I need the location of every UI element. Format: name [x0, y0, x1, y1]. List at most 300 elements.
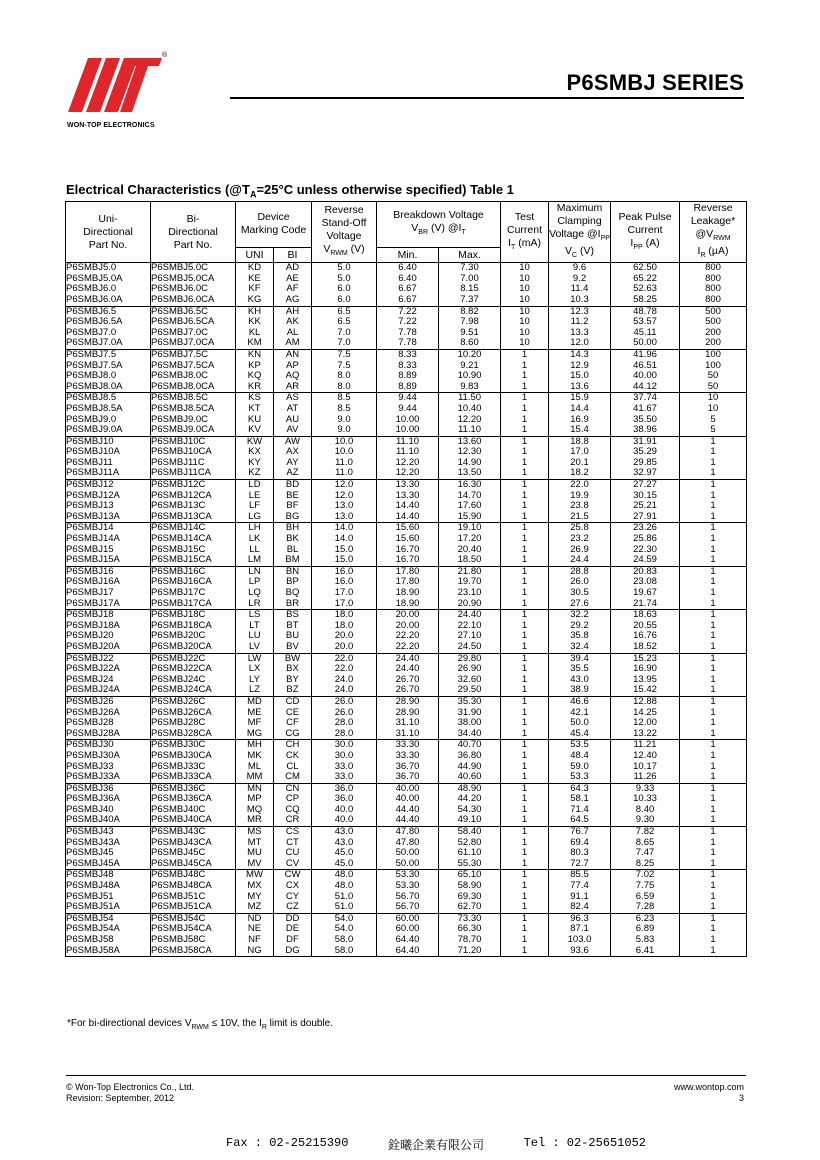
leakage-value: 1	[710, 489, 716, 501]
uni-part-value: P6SMBJ9.0	[66, 413, 117, 425]
mark-uni-value: KW	[246, 435, 263, 447]
uni-part-value: P6SMBJ5.0A	[66, 272, 123, 284]
clamp-voltage-value: 13.3	[570, 326, 589, 338]
vrwm-value: 13.0	[334, 500, 354, 512]
mark-uni-value: MM	[246, 771, 263, 783]
test-current-value: 1	[521, 826, 528, 838]
mark-bi-value: CG	[285, 727, 300, 739]
table-row-group	[66, 480, 747, 523]
vbr-min-value: 24.40	[395, 663, 420, 675]
uni-part-value: P6SMBJ30A	[66, 749, 120, 761]
vrwm-value: 20.0	[334, 630, 354, 642]
vrwm-value: 7.0	[337, 337, 351, 349]
vbr-max-cell	[439, 870, 501, 913]
header-min: Min.	[377, 247, 439, 262]
vbr-min-value: 64.40	[395, 944, 420, 956]
peak-pulse-value: 44.12	[633, 380, 657, 392]
clamp-voltage-cell	[549, 566, 611, 609]
mark-uni-cell	[236, 696, 274, 739]
peak-pulse-value: 38.96	[633, 424, 657, 436]
peak-pulse-value: 21.74	[633, 597, 657, 609]
mark-uni-value: KK	[248, 316, 261, 328]
test-current-cell	[501, 393, 549, 436]
clamp-voltage-value: 14.4	[570, 402, 589, 414]
peak-pulse-value: 45.11	[633, 326, 657, 338]
vrwm-cell	[312, 870, 377, 913]
peak-pulse-value: 9.30	[635, 814, 655, 826]
clamp-voltage-value: 16.9	[570, 413, 589, 425]
mark-uni-cell	[236, 393, 274, 436]
test-current-value: 1	[521, 814, 528, 826]
bi-part-value: P6SMBJ7.0CA	[151, 337, 215, 349]
uni-part-cell	[66, 436, 151, 479]
bi-part-cell	[151, 263, 236, 306]
page-number: 3	[738, 1093, 744, 1103]
mark-uni-value: MX	[247, 880, 262, 892]
bi-part-value: P6SMBJ26CA	[151, 706, 212, 718]
vrwm-value: 9.0	[337, 424, 351, 436]
mark-uni-value: KZ	[248, 467, 261, 479]
mark-uni-value: MY	[247, 890, 262, 902]
clamp-voltage-cell	[549, 393, 611, 436]
leakage-cell	[680, 436, 747, 479]
peak-pulse-cell	[611, 349, 680, 392]
leakage-cell	[680, 870, 747, 913]
leakage-value: 50	[707, 380, 719, 392]
clamp-voltage-value: 80.3	[570, 847, 589, 859]
mark-uni-value: KY	[248, 456, 261, 468]
leakage-value: 1	[710, 803, 716, 815]
vbr-min-value: 10.00	[395, 413, 420, 425]
vbr-min-value: 9.44	[398, 392, 417, 404]
uni-part-value: P6SMBJ36A	[66, 793, 120, 805]
vbr-max-value: 23.10	[457, 587, 482, 598]
vbr-max-value: 29.80	[457, 652, 482, 664]
clamp-voltage-value: 69.4	[570, 836, 589, 848]
mark-uni-cell	[236, 783, 274, 826]
vbr-max-cell	[439, 610, 501, 653]
mark-uni-value: MQ	[246, 803, 263, 815]
vbr-max-cell	[439, 306, 501, 349]
bi-part-value: P6SMBJ7.0C	[151, 326, 209, 338]
mark-bi-value: CU	[285, 847, 300, 859]
uni-part-value: P6SMBJ15	[66, 543, 114, 555]
test-current-value: 1	[521, 912, 528, 924]
peak-pulse-value: 7.47	[635, 847, 655, 859]
peak-pulse-value: 15.42	[633, 684, 657, 696]
vbr-max-value: 20.40	[457, 543, 482, 555]
test-current-value: 1	[521, 727, 528, 739]
mark-bi-value: BG	[285, 510, 300, 522]
vrwm-value: 16.0	[334, 565, 354, 577]
mark-uni-cell	[236, 436, 274, 479]
test-current-value: 1	[521, 771, 528, 783]
leakage-value: 1	[710, 587, 716, 598]
mark-uni-value: KL	[248, 326, 261, 338]
leakage-value: 1	[710, 467, 716, 479]
vbr-min-value: 12.20	[395, 456, 420, 468]
uni-part-value: P6SMBJ36	[66, 782, 114, 794]
bi-part-value: P6SMBJ6.0CA	[151, 293, 215, 305]
bi-part-value: P6SMBJ54CA	[151, 923, 212, 935]
leakage-value: 1	[710, 684, 716, 696]
mark-bi-value: AH	[285, 305, 300, 317]
mark-bi-cell	[274, 306, 312, 349]
leakage-value: 1	[710, 706, 716, 718]
peak-pulse-cell	[611, 653, 680, 696]
mark-bi-value: CY	[285, 890, 300, 902]
leakage-value: 10	[707, 402, 719, 414]
vbr-max-value: 7.37	[460, 293, 479, 305]
clamp-voltage-value: 17.0	[570, 446, 589, 458]
header-test-current: Test Current $I_T$ (mA)	[501, 202, 549, 263]
mark-bi-value: CX	[285, 880, 300, 892]
peak-pulse-value: 12.00	[633, 717, 657, 729]
leakage-value: 1	[710, 847, 716, 859]
leakage-cell	[680, 349, 747, 392]
peak-pulse-value: 41.67	[633, 402, 657, 414]
vbr-max-value: 8.82	[460, 305, 479, 317]
vbr-min-value: 36.70	[395, 771, 420, 783]
test-current-value: 10	[519, 293, 530, 305]
leakage-value: 1	[710, 663, 716, 675]
peak-pulse-cell	[611, 263, 680, 306]
uni-part-value: P6SMBJ16	[66, 565, 114, 577]
vbr-min-cell	[377, 913, 439, 956]
vbr-max-value: 24.50	[457, 640, 482, 652]
vbr-max-value: 69.30	[457, 890, 482, 902]
clamp-voltage-value: 21.5	[570, 510, 589, 522]
uni-part-cell	[66, 610, 151, 653]
peak-pulse-value: 7.82	[635, 826, 655, 838]
bi-part-value: P6SMBJ11C	[151, 456, 205, 468]
clamp-voltage-value: 24.4	[570, 554, 589, 566]
uni-part-value: P6SMBJ43A	[66, 836, 120, 848]
company-logo	[66, 50, 166, 130]
peak-pulse-value: 12.40	[633, 749, 657, 761]
peak-pulse-cell	[611, 913, 680, 956]
mark-bi-value: BN	[285, 565, 300, 577]
vrwm-value: 22.0	[334, 652, 354, 664]
mark-uni-value: MZ	[247, 901, 262, 913]
vbr-min-value: 16.70	[395, 554, 420, 566]
vrwm-value: 6.5	[337, 316, 351, 328]
bi-part-value: P6SMBJ48CA	[151, 880, 212, 892]
test-current-value: 1	[521, 684, 528, 696]
peak-pulse-value: 5.83	[635, 934, 655, 945]
bi-part-value: P6SMBJ43C	[151, 826, 206, 838]
mark-uni-value: NE	[247, 923, 262, 935]
clamp-voltage-value: 59.0	[570, 760, 589, 772]
vbr-min-value: 33.30	[395, 749, 420, 761]
mark-bi-cell	[274, 653, 312, 696]
mark-bi-value: AZ	[286, 467, 299, 479]
vrwm-value: 40.0	[334, 803, 354, 815]
leakage-cell	[680, 740, 747, 783]
uni-part-value: P6SMBJ24	[66, 673, 114, 685]
peak-pulse-cell	[611, 566, 680, 609]
revision-text: Revision: September, 2012	[66, 1093, 175, 1103]
bi-part-value: P6SMBJ14C	[151, 522, 206, 534]
uni-part-value: P6SMBJ8.5A	[66, 402, 123, 414]
clamp-voltage-value: 32.4	[570, 640, 589, 652]
vbr-max-value: 26.90	[457, 663, 482, 675]
bi-part-value: P6SMBJ5.0CA	[151, 272, 215, 284]
leakage-value: 1	[710, 533, 716, 545]
leakage-value: 1	[710, 576, 716, 588]
mark-uni-value: KD	[247, 262, 262, 274]
test-current-value: 1	[521, 901, 528, 913]
clamp-voltage-value: 58.1	[570, 793, 589, 805]
leakage-value: 200	[705, 337, 721, 349]
vbr-min-value: 6.40	[398, 272, 417, 284]
vbr-max-cell	[439, 827, 501, 870]
test-current-value: 1	[521, 749, 528, 761]
test-current-value: 1	[521, 576, 528, 588]
uni-part-value: P6SMBJ10	[66, 435, 114, 447]
vrwm-value: 24.0	[334, 673, 354, 685]
peak-pulse-cell	[611, 306, 680, 349]
mark-bi-value: BY	[286, 673, 299, 685]
bi-part-value: P6SMBJ8.0CA	[151, 380, 215, 392]
peak-pulse-cell	[611, 480, 680, 523]
vrwm-value: 58.0	[334, 944, 354, 956]
leakage-value: 1	[710, 597, 716, 609]
clamp-voltage-value: 91.1	[570, 890, 589, 902]
vbr-max-cell	[439, 913, 501, 956]
vbr-min-value: 18.90	[395, 587, 420, 598]
vbr-min-value: 16.70	[395, 543, 420, 555]
clamp-voltage-value: 46.6	[570, 695, 589, 707]
leakage-value: 800	[705, 293, 721, 305]
uni-part-value: P6SMBJ13A	[66, 510, 120, 522]
test-current-value: 1	[521, 413, 528, 425]
mark-bi-value: BD	[285, 479, 300, 491]
clamp-voltage-cell	[549, 913, 611, 956]
bi-part-cell	[151, 783, 236, 826]
vbr-max-value: 9.83	[460, 380, 479, 392]
mark-bi-value: AU	[285, 413, 300, 425]
leakage-value: 1	[710, 652, 716, 664]
test-current-cell	[501, 306, 549, 349]
clamp-voltage-value: 93.6	[570, 944, 589, 956]
vbr-max-value: 31.90	[457, 706, 482, 718]
mark-bi-cell	[274, 566, 312, 609]
vbr-min-value: 36.70	[395, 760, 420, 772]
bi-part-value: P6SMBJ16C	[151, 565, 206, 577]
bi-part-value: P6SMBJ22CA	[151, 663, 212, 675]
peak-pulse-value: 7.02	[635, 869, 655, 881]
uni-part-cell	[66, 306, 151, 349]
bi-part-cell	[151, 653, 236, 696]
leakage-value: 1	[710, 890, 716, 902]
mark-bi-value: AG	[285, 293, 300, 305]
vbr-min-value: 26.70	[395, 684, 420, 696]
clamp-voltage-value: 50.0	[570, 717, 589, 729]
peak-pulse-value: 27.91	[633, 510, 657, 522]
vbr-min-value: 33.30	[395, 739, 420, 751]
vbr-min-value: 7.78	[398, 326, 417, 338]
bi-part-cell	[151, 436, 236, 479]
test-current-value: 1	[521, 609, 528, 621]
mark-uni-value: KX	[248, 446, 261, 458]
peak-pulse-value: 16.76	[633, 630, 657, 642]
vbr-min-value: 40.00	[395, 782, 420, 794]
bi-part-cell	[151, 696, 236, 739]
peak-pulse-cell	[611, 740, 680, 783]
mark-bi-value: AL	[286, 326, 299, 338]
vbr-min-value: 47.80	[395, 836, 420, 848]
clamp-voltage-value: 11.4	[570, 283, 589, 295]
bi-part-value: P6SMBJ13C	[151, 500, 206, 512]
test-current-cell	[501, 740, 549, 783]
vbr-min-value: 13.30	[395, 489, 420, 501]
mark-uni-cell	[236, 913, 274, 956]
clamp-voltage-value: 26.9	[570, 543, 589, 555]
mark-bi-value: CZ	[286, 901, 299, 913]
uni-part-value: P6SMBJ54A	[66, 923, 120, 935]
fax-number: Fax : 02-25215390	[226, 1136, 349, 1150]
website-link[interactable]: www.wontop.com	[673, 1082, 744, 1092]
mark-uni-value: LX	[248, 663, 261, 675]
vbr-max-cell	[439, 349, 501, 392]
uni-part-value: P6SMBJ9.0A	[66, 424, 123, 436]
uni-part-value: P6SMBJ13	[66, 500, 114, 512]
footer-right	[674, 1082, 744, 1104]
mark-uni-cell	[236, 523, 274, 566]
vbr-min-value: 8.89	[398, 380, 417, 392]
leakage-value: 1	[710, 782, 716, 794]
vrwm-value: 58.0	[334, 934, 354, 945]
uni-part-value: P6SMBJ28	[66, 717, 114, 729]
uni-part-value: P6SMBJ7.0	[66, 326, 117, 338]
vbr-min-value: 7.22	[398, 316, 417, 328]
vbr-max-value: 40.70	[457, 739, 482, 751]
vrwm-value: 5.0	[337, 272, 351, 284]
vrwm-value: 26.0	[334, 706, 354, 718]
test-current-value: 1	[521, 630, 528, 642]
mark-uni-value: MG	[246, 727, 263, 739]
vbr-min-value: 22.20	[395, 630, 420, 642]
peak-pulse-value: 31.91	[633, 435, 657, 447]
bi-part-cell	[151, 740, 236, 783]
vbr-max-value: 14.90	[457, 456, 482, 468]
header-reverse-leakage: Reverse Leakage* $@V_{RWM}$ $I_R$ (μA)	[680, 202, 747, 263]
mark-bi-value: AP	[286, 359, 299, 371]
table-row-group	[66, 393, 747, 436]
mark-uni-value: NF	[248, 934, 261, 945]
clamp-voltage-cell	[549, 653, 611, 696]
uni-part-value: P6SMBJ8.0A	[66, 380, 123, 392]
test-current-value: 1	[521, 446, 528, 458]
mark-uni-value: LD	[248, 479, 261, 491]
vbr-max-value: 62.70	[457, 901, 482, 913]
vbr-min-value: 60.00	[395, 912, 420, 924]
bi-part-value: P6SMBJ36C	[151, 782, 206, 794]
test-current-value: 1	[521, 782, 528, 794]
table-row-group	[66, 696, 747, 739]
vrwm-value: 54.0	[334, 923, 354, 935]
leakage-value: 1	[710, 673, 716, 685]
bi-part-cell	[151, 610, 236, 653]
clamp-voltage-value: 12.0	[570, 337, 589, 349]
mark-bi-value: BK	[286, 533, 299, 545]
bi-part-cell	[151, 870, 236, 913]
vrwm-cell	[312, 610, 377, 653]
test-current-value: 1	[521, 739, 528, 751]
leakage-value: 1	[710, 901, 716, 913]
mark-uni-value: LS	[248, 609, 261, 621]
leakage-value: 1	[710, 717, 716, 729]
peak-pulse-value: 7.28	[635, 901, 655, 913]
vbr-max-cell	[439, 393, 501, 436]
uni-part-cell	[66, 480, 151, 523]
vbr-max-value: 40.60	[457, 771, 482, 783]
uni-part-value: P6SMBJ45A	[66, 857, 120, 869]
uni-part-value: P6SMBJ43	[66, 826, 114, 838]
vrwm-value: 51.0	[334, 890, 354, 902]
vbr-min-cell	[377, 263, 439, 306]
table-row-group	[66, 783, 747, 826]
peak-pulse-value: 8.65	[635, 836, 655, 848]
mark-bi-value: CQ	[285, 803, 300, 815]
mark-uni-cell	[236, 306, 274, 349]
vrwm-cell	[312, 696, 377, 739]
mark-uni-value: KQ	[247, 370, 262, 382]
footnote: *For bi-directional devices $V_{RWM} \le 10V$, the $I_R$ limit is double.	[67, 1018, 334, 1031]
test-current-value: 1	[521, 847, 528, 859]
bi-part-value: P6SMBJ13CA	[151, 510, 212, 522]
mark-uni-value: MP	[247, 793, 262, 805]
bi-part-value: P6SMBJ24C	[151, 673, 206, 685]
mark-bi-value: AM	[285, 337, 300, 349]
vbr-max-value: 10.20	[457, 348, 482, 360]
mark-uni-value: LH	[248, 522, 261, 534]
clamp-voltage-value: 35.8	[570, 630, 589, 642]
clamp-voltage-value: 35.5	[570, 663, 589, 675]
leakage-cell	[680, 523, 747, 566]
uni-part-value: P6SMBJ22	[66, 652, 114, 664]
vbr-max-value: 44.20	[457, 793, 482, 805]
bi-part-value: P6SMBJ10CA	[151, 446, 212, 458]
vbr-min-value: 44.40	[395, 814, 420, 826]
vbr-min-value: 64.40	[395, 934, 420, 945]
header-peak-pulse-current: Peak Pulse Current $I_{PP}$ (A)	[611, 202, 680, 263]
table-row-group	[66, 913, 747, 956]
bi-part-value: P6SMBJ17CA	[151, 597, 212, 609]
peak-pulse-value: 15.23	[633, 652, 657, 664]
vbr-max-value: 18.50	[457, 554, 482, 566]
mark-uni-value: LR	[248, 597, 261, 609]
peak-pulse-value: 13.95	[633, 673, 657, 685]
leakage-value: 1	[710, 500, 716, 512]
footer-left	[66, 1082, 194, 1104]
leakage-value: 1	[710, 727, 716, 739]
vrwm-value: 8.5	[337, 392, 351, 404]
bi-part-value: P6SMBJ12CA	[151, 489, 212, 501]
vbr-max-value: 54.30	[457, 803, 482, 815]
uni-part-value: P6SMBJ18	[66, 609, 114, 621]
mark-uni-value: LV	[249, 640, 260, 652]
vrwm-value: 9.0	[337, 413, 351, 425]
vrwm-cell	[312, 349, 377, 392]
vbr-min-cell	[377, 436, 439, 479]
bi-part-value: P6SMBJ33C	[151, 760, 206, 772]
vbr-max-cell	[439, 566, 501, 609]
vbr-min-value: 28.90	[395, 706, 420, 718]
tel-number: Tel : 02-25651052	[523, 1136, 646, 1150]
vbr-max-value: 7.00	[460, 272, 479, 284]
